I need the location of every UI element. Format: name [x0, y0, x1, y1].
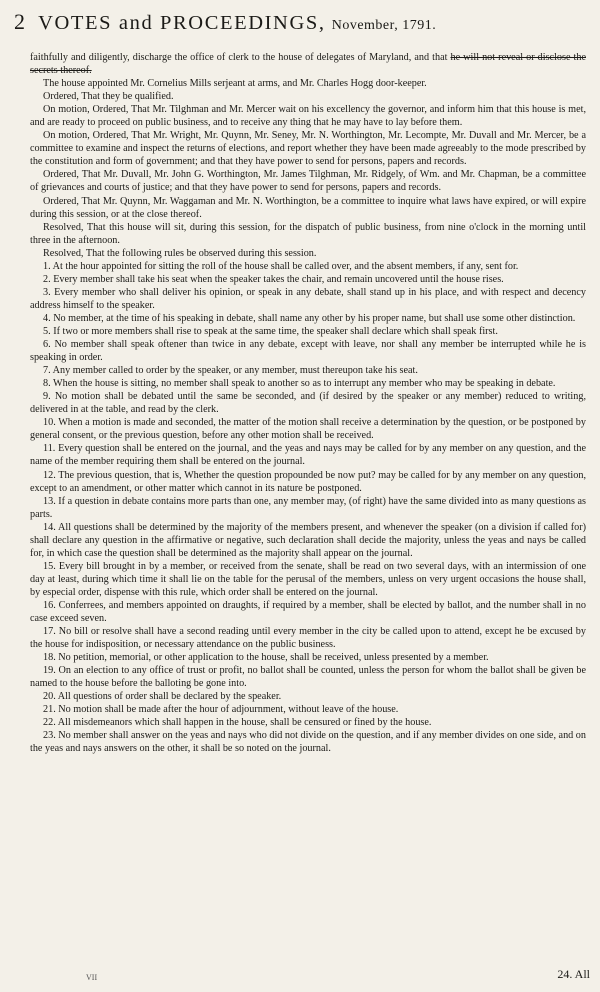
paragraph	[30, 390, 586, 416]
paragraph-text: 17. No bill or resolve shall have a second reading until every member in the city be called upon to attend, except he be excused by the house for indisposition, or necessary attendance on the public business.	[30, 626, 586, 651]
paragraph-text: 4. No member, at the time of his speaking in debate, shall name any other by his proper name, but shall use some other distinction.	[43, 312, 576, 324]
paragraph	[30, 703, 586, 716]
paragraph	[30, 247, 586, 260]
paragraph-text: On motion, Ordered, That Mr. Wright, Mr. Quynn, Mr. Seney, Mr. N. Worthington, Mr. Lecompte, Mr. Duvall and Mr. Mercer, be a committee to examine and inspect the returns of elections, and report whether they have been made agreeably to the mode prescribed by the constitution and form of government; and that they have power to send for persons, papers and records.	[30, 130, 586, 168]
paragraph	[30, 221, 586, 247]
paragraph-text: 15. Every bill brought in by a member, or received from the senate, shall be read on two several days, with an intermission of one day at least, during which time it shall lie on the table for the perusal of the members, unless on very urgent occasions the house shall, by especial order, dispense with this rule, which order shall be entered on the journal.	[30, 560, 586, 598]
paragraph	[30, 325, 586, 338]
paragraph	[30, 273, 586, 286]
paragraph-text: That Mr. Duvall, Mr. John G. Worthington, Mr. James Tilghman, Mr. Ridgely, of Wm. and Mr. Chapman, be a committee of grievances and courts of justice; and that they have power to send for persons, papers and records.	[30, 169, 586, 194]
catchword: 24. All	[557, 967, 590, 981]
paragraph-lead: Resolved,	[43, 221, 84, 233]
paragraph-text: 14. All questions shall be determined by the majority of the members present, and whenever the speaker (on a division if called for) shall declare any question in the affirmative or negative, such declaration shall decide the majority, unless the yeas and nays be called for, in which case the question shall be determined as the majority shall appear on the journal.	[30, 521, 586, 559]
paragraph-text: 11. Every question shall be entered on the journal, and the yeas and nays may be called for by any member on any question, and the name of the member requiring them shall be entered on the journal.	[30, 443, 586, 468]
signature-mark: VII	[86, 973, 98, 982]
paragraph	[30, 625, 586, 651]
paragraph-text: The house appointed Mr. Cornelius Mills serjeant at arms, and Mr. Charles Hogg door-keeper.	[43, 78, 427, 90]
paragraph-text: 2. Every member shall take his seat when the speaker takes the chair, and remain uncovered until the house rises.	[43, 273, 504, 285]
paragraph-lead: Ordered,	[43, 195, 79, 207]
paragraph	[30, 442, 586, 468]
paragraph	[30, 416, 586, 442]
paragraph-text: 3. Every member who shall deliver his opinion, or speak in any debate, shall stand up in his place, and with respect and decency address himself to the speaker.	[30, 286, 586, 311]
paragraph-text: 13. If a question in debate contains more parts than one, any member may, (of right) have the same divided into as many questions as parts.	[30, 495, 586, 520]
paragraph	[30, 651, 586, 664]
paragraph	[30, 90, 586, 103]
paragraph	[30, 260, 586, 273]
paragraph-text: That this house will sit, during this session, for the dispatch of public business, from nine o'clock in the morning until three in the afternoon.	[30, 221, 586, 246]
paragraph-text: That Mr. Quynn, Mr. Waggaman and Mr. N. Worthington, be a committee to inquire what laws have expired, or will expire during this session, or at the close thereof.	[30, 195, 586, 220]
paragraph	[30, 364, 586, 377]
paragraph-text: On motion, Ordered, That Mr. Tilghman and Mr. Mercer wait on his excellency the governor, and inform him that this house is met, and are ready to proceed on public business, and to receive any thing that he may have to lay before them.	[30, 104, 586, 129]
paragraph-text: 23. No member shall answer on the yeas and nays who did not divide on the question, and if any member divides on one side, and on the yeas and nays answers on the other, it shall be so noted on the journal.	[30, 730, 586, 755]
paragraph	[30, 521, 586, 560]
paragraph-lead: Ordered,	[43, 169, 79, 181]
paragraph-text: 1. At the hour appointed for sitting the roll of the house shall be called over, and the absent members, if any, sent for.	[43, 260, 519, 272]
paragraph-text: 19. On an election to any office of trust or profit, no ballot shall be counted, unless the person for whom the ballot shall be given be named to the house before the balloting be gone into.	[30, 665, 586, 690]
paragraph	[30, 103, 586, 129]
paragraph	[30, 286, 586, 312]
paragraph-text: 21. No motion shall be made after the hour of adjournment, without leave of the house.	[43, 704, 399, 716]
running-title: VOTES and PROCEEDINGS,	[38, 12, 326, 34]
paragraph	[30, 716, 586, 729]
paragraph-text: 18. No petition, memorial, or other application to the house, shall be received, unless presented by a member.	[43, 652, 489, 664]
paragraph	[30, 690, 586, 703]
paragraph	[30, 129, 586, 168]
paragraph-text: That they be qualified.	[81, 91, 174, 103]
paragraph	[30, 338, 586, 364]
running-date: November, 1791.	[331, 18, 437, 33]
paragraph-text: 12. The previous question, that is, Whether the question propounded be now put? may be called for by any member on any question, except to an amendment, or other matter which cannot in its nature be postponed.	[30, 469, 586, 494]
paragraph-text: 16. Conferrees, and members appointed on draughts, if required by a member, shall be elected by ballot, and the number shall in no case exceed seven.	[30, 599, 586, 625]
paragraph	[30, 51, 586, 77]
paragraph	[30, 664, 586, 690]
paragraph-lead: Ordered,	[43, 91, 79, 103]
paragraph	[30, 168, 586, 194]
paragraph	[30, 377, 586, 390]
body-text	[30, 51, 586, 756]
paragraph	[30, 729, 586, 755]
paragraph-text: 22. All misdemeanors which shall happen in the house, shall be censured or fined by the house.	[43, 717, 432, 729]
paragraph-text: 5. If two or more members shall rise to speak at the same time, the speaker shall declare which shall speak first.	[43, 325, 498, 337]
paragraph-lead: Resolved,	[43, 247, 84, 259]
paragraph	[30, 599, 586, 625]
page-number: 2	[14, 9, 26, 34]
paragraph-text: 10. When a motion is made and seconded, the matter of the motion shall receive a determination by the question, or be postponed by general consent, or the previous question, before any other motion shall be received.	[30, 417, 586, 442]
paragraph-text: faithfully and diligently, discharge the office of clerk to the house of delegates of Maryland, and that	[30, 52, 448, 63]
paragraph	[30, 195, 586, 221]
paragraph	[30, 77, 586, 90]
paragraph	[30, 469, 586, 495]
paragraph-text: 20. All questions of order shall be declared by the speaker.	[43, 691, 282, 703]
paragraph-text: 7. Any member called to order by the speaker, or any member, must thereupon take his seat.	[43, 365, 418, 377]
paragraph-text: That the following rules be observed during this session.	[85, 247, 317, 259]
paragraph	[30, 312, 586, 325]
paragraph-text: 6. No member shall speak oftener than twice in any debate, except with leave, nor shall any member be interrupted while he is speaking in order.	[30, 339, 586, 364]
struck-text: he will not reveal or disclose the secrets thereof.	[30, 52, 586, 77]
running-head	[14, 9, 586, 43]
paragraph	[30, 495, 586, 521]
paragraph-text: 8. When the house is sitting, no member shall speak to another so as to interrupt any member who may be speaking in debate.	[43, 378, 556, 390]
paragraph-text: 9. No motion shall be debated until the same be seconded, and (if desired by the speaker or any member) reduced to writing, delivered in at the table, and read by the clerk.	[30, 391, 586, 416]
paragraph	[30, 560, 586, 599]
